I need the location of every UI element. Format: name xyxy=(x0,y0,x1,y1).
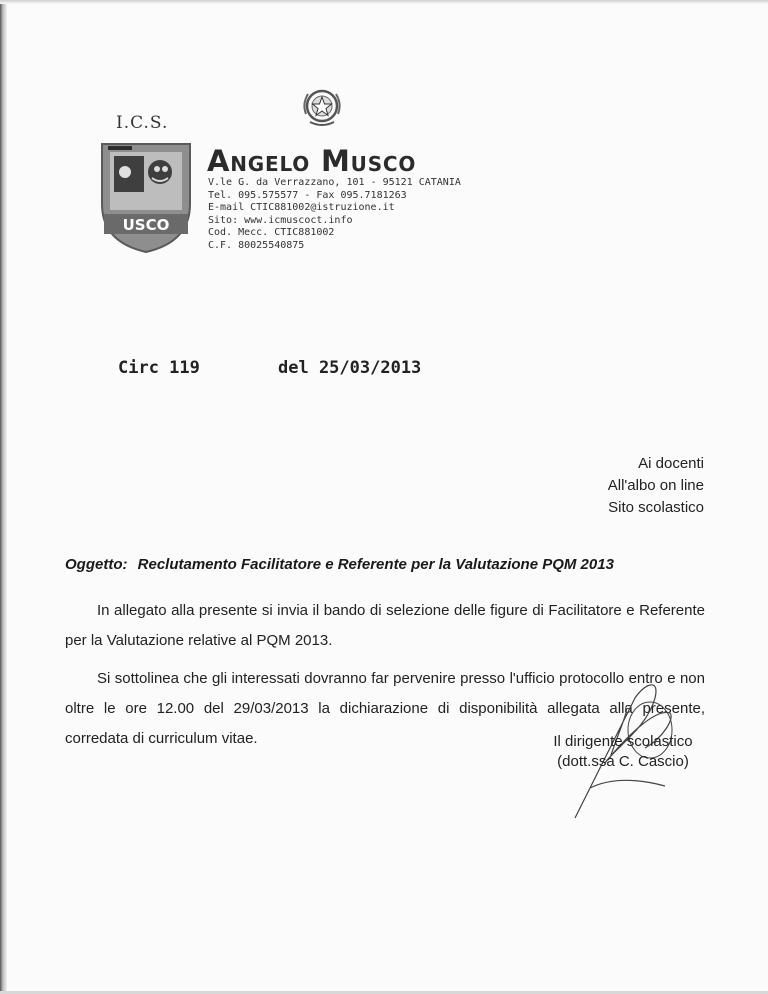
recipient: Sito scolastico xyxy=(608,499,704,516)
recipient: Ai docenti xyxy=(638,455,704,472)
body-paragraph: Si sottolinea che gli interessati dovranno far pervenire presso l'ufficio protocollo entro e non oltre le ore 12.00 del 29/03/2013 la dichiarazione di disponibilità allegata alla presente, corredata di curriculum vitae. xyxy=(65,670,705,747)
ics-label: I.C.S. xyxy=(116,113,169,133)
school-address xyxy=(208,177,461,253)
signature-title: Il dirigente scolastico xyxy=(553,733,693,750)
email-line: E-mail CTIC881002@istruzione.it xyxy=(208,202,395,214)
scan-edge-top xyxy=(0,0,768,4)
phone-line: Tel. 095.575577 - Fax 095.7181263 xyxy=(208,189,407,201)
subject-text: Reclutamento Facilitatore e Referente per la Valutazione PQM 2013 xyxy=(137,556,614,573)
body-paragraph: In allegato alla presente si invia il bando di selezione delle figure di Facilitatore e Referente per la Valutazione relative al PQM 2013. xyxy=(65,602,705,649)
mecc-code-line: Cod. Mecc. CTIC881002 xyxy=(208,227,335,239)
address-line: V.le G. da Verrazzano, 101 - 95121 CATANIA xyxy=(208,177,461,188)
website-line: Sito: www.icmuscoct.info xyxy=(208,214,353,226)
subject-label: Oggetto: xyxy=(65,556,128,573)
scan-edge xyxy=(0,0,7,994)
school-logo-text: USCO xyxy=(122,216,170,234)
recipient: All'albo on line xyxy=(607,477,704,494)
circular-number: Circ 119 xyxy=(118,358,200,378)
school-name: Angelo Musco xyxy=(207,144,417,178)
signature-block xyxy=(538,732,708,772)
fiscal-code-line: C.F. 80025540875 xyxy=(208,239,305,251)
school-logo xyxy=(100,142,192,254)
republic-emblem-icon xyxy=(298,84,346,130)
signature-name: (dott.ssa C. Cascio) xyxy=(557,753,689,770)
subject-line xyxy=(65,556,614,573)
circular-date: del 25/03/2013 xyxy=(278,358,422,378)
recipients-block xyxy=(608,453,704,519)
